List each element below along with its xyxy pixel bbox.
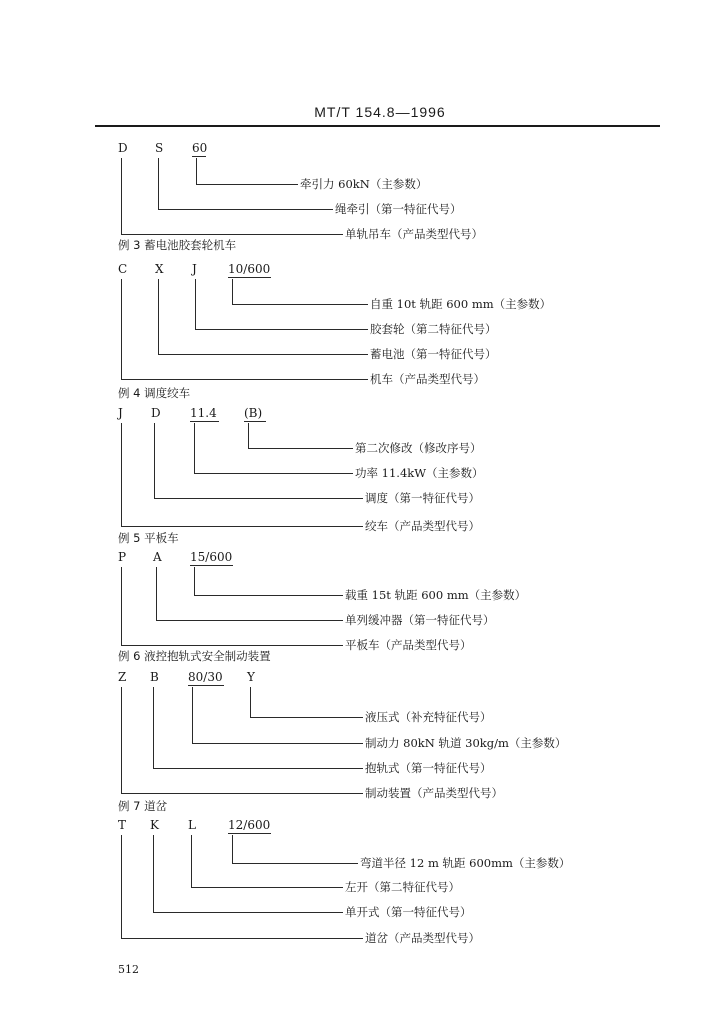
description-label: 牵引力 60kN（主参数） [300, 177, 428, 191]
description-label: 平板车（产品类型代号） [345, 638, 472, 652]
code-segment: D [118, 141, 128, 155]
connector-vertical [232, 279, 233, 304]
code-underline [244, 421, 266, 422]
page-number: 512 [118, 963, 139, 976]
connector-vertical [191, 835, 192, 887]
code-segment: Z [118, 670, 127, 684]
code-segment: K [150, 818, 159, 832]
connector-vertical [158, 158, 159, 209]
code-segment: S [155, 141, 164, 155]
connector-vertical [192, 687, 193, 743]
example-title: 例 5 平板车 [118, 531, 179, 545]
code-segment: 60 [192, 141, 208, 155]
connector-horizontal [250, 717, 363, 718]
connector-vertical [154, 423, 155, 498]
code-segment: A [153, 550, 162, 564]
connector-vertical [156, 567, 157, 620]
description-label: 调度（第一特征代号） [365, 491, 480, 505]
connector-vertical [153, 687, 154, 768]
code-underline [228, 277, 271, 278]
code-segment: 15/600 [190, 550, 233, 564]
connector-horizontal [121, 234, 343, 235]
description-label: 左开（第二特征代号） [345, 880, 460, 894]
description-label: 胶套轮（第二特征代号） [370, 322, 497, 336]
code-segment: C [118, 262, 128, 276]
connector-horizontal [196, 184, 298, 185]
connector-horizontal [191, 887, 343, 888]
connector-horizontal [232, 304, 368, 305]
connector-horizontal [158, 354, 368, 355]
connector-horizontal [248, 448, 353, 449]
connector-vertical [232, 835, 233, 863]
connector-horizontal [121, 645, 343, 646]
description-label: 单轨吊车（产品类型代号） [345, 227, 483, 241]
connector-vertical [196, 158, 197, 184]
connector-vertical [121, 279, 122, 379]
description-label: 蓄电池（第一特征代号） [370, 347, 497, 361]
connector-vertical [194, 423, 195, 473]
code-segment: 12/600 [228, 818, 271, 832]
code-segment: (B) [244, 406, 263, 420]
code-underline [192, 156, 206, 157]
code-underline [188, 685, 224, 686]
header-rule [95, 125, 660, 127]
description-label: 绞车（产品类型代号） [365, 519, 480, 533]
connector-horizontal [121, 526, 363, 527]
description-label: 单列缓冲器（第一特征代号） [345, 613, 495, 627]
connector-vertical [153, 835, 154, 912]
connector-vertical [250, 687, 251, 717]
connector-horizontal [232, 863, 358, 864]
connector-horizontal [153, 912, 343, 913]
connector-vertical [121, 423, 122, 526]
code-segment: L [188, 818, 196, 832]
code-segment: T [118, 818, 127, 832]
connector-horizontal [121, 938, 363, 939]
example-title: 例 3 蓄电池胶套轮机车 [118, 238, 237, 252]
description-label: 道岔（产品类型代号） [365, 931, 480, 945]
description-label: 抱轨式（第一特征代号） [365, 761, 492, 775]
code-segment: J [192, 262, 197, 276]
connector-horizontal [153, 768, 363, 769]
code-segment: P [118, 550, 127, 564]
description-label: 自重 10t 轨距 600 mm（主参数） [370, 297, 552, 311]
connector-vertical [121, 158, 122, 234]
code-underline [190, 421, 219, 422]
code-segment: Y [247, 670, 255, 684]
standard-number-header: MT/T 154.8—1996 [314, 104, 446, 120]
connector-vertical [158, 279, 159, 354]
connector-horizontal [192, 743, 363, 744]
connector-horizontal [121, 793, 363, 794]
connector-vertical [121, 687, 122, 793]
code-segment: 11.4 [190, 406, 217, 420]
example-title: 例 4 调度绞车 [118, 386, 191, 400]
connector-vertical [194, 567, 195, 595]
connector-vertical [248, 423, 249, 448]
description-label: 制动装置（产品类型代号） [365, 786, 503, 800]
code-segment: 80/30 [188, 670, 223, 684]
code-segment: J [118, 406, 123, 420]
connector-horizontal [154, 498, 363, 499]
connector-horizontal [158, 209, 333, 210]
description-label: 弯道半径 12 m 轨距 600mm（主参数） [360, 856, 571, 870]
code-underline [228, 833, 271, 834]
connector-horizontal [194, 473, 353, 474]
code-segment: 10/600 [228, 262, 271, 276]
code-segment: B [150, 670, 159, 684]
code-underline [190, 565, 233, 566]
connector-horizontal [156, 620, 343, 621]
description-label: 机车（产品类型代号） [370, 372, 485, 386]
connector-horizontal [195, 329, 368, 330]
connector-horizontal [194, 595, 343, 596]
description-label: 功率 11.4kW（主参数） [355, 466, 484, 480]
description-label: 制动力 80kN 轨道 30kg/m（主参数） [365, 736, 567, 750]
connector-horizontal [121, 379, 368, 380]
code-segment: D [151, 406, 161, 420]
code-segment: X [155, 262, 164, 276]
example-title: 例 6 液控抱轨式安全制动装置 [118, 649, 271, 663]
connector-vertical [195, 279, 196, 329]
connector-vertical [121, 567, 122, 645]
connector-vertical [121, 835, 122, 938]
description-label: 载重 15t 轨距 600 mm（主参数） [345, 588, 527, 602]
description-label: 单开式（第一特征代号） [345, 905, 472, 919]
description-label: 第二次修改（修改序号） [355, 441, 482, 455]
description-label: 液压式（补充特征代号） [365, 710, 492, 724]
description-label: 绳牵引（第一特征代号） [335, 202, 462, 216]
example-title: 例 7 道岔 [118, 799, 168, 813]
